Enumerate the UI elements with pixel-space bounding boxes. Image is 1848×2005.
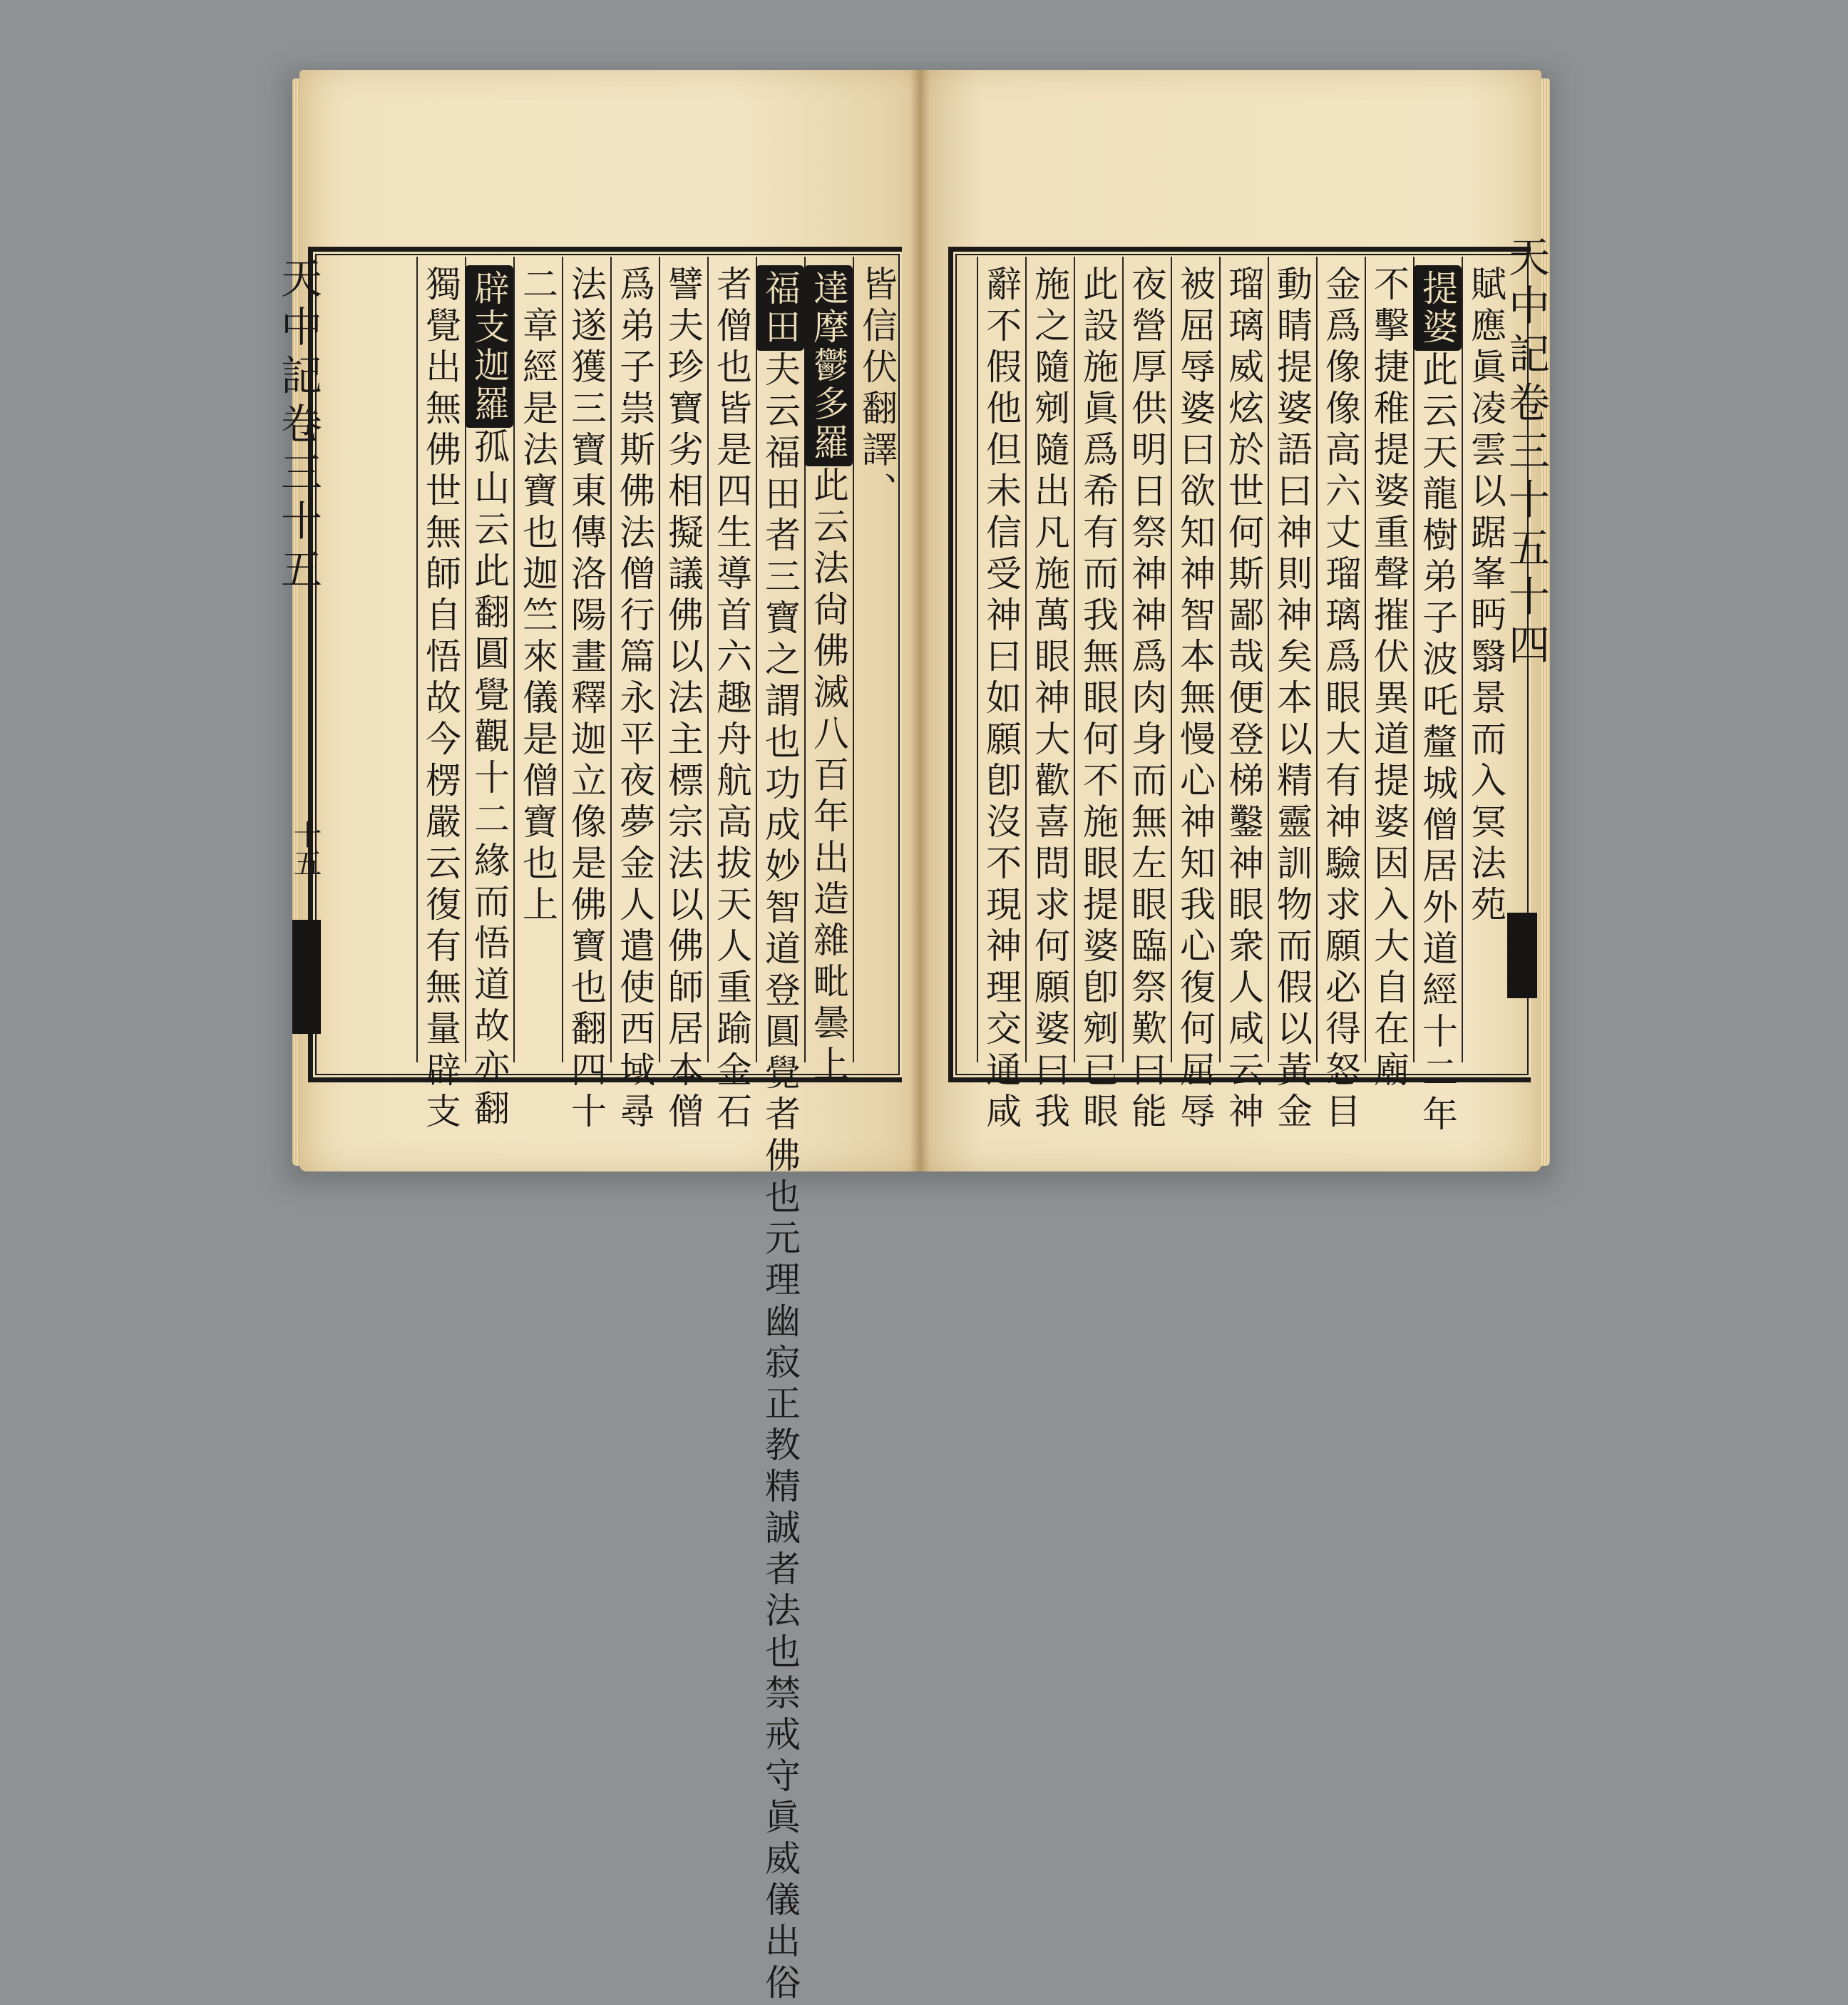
text-column: 爲弟子祟斯佛法僧行篇永平夜夢金人遣使西域尋 (610, 257, 659, 1062)
text-column: 賦應眞凌雲以踞峯眄翳景而入冥法苑 (1462, 257, 1510, 1062)
text-column: 施之隨剜隨出凡施萬眼神大歡喜問求何願婆曰我 (1025, 257, 1074, 1062)
right-margin-volume: 卷三十五 (1502, 381, 1550, 575)
text-column: 譬夫珍寶劣相擬議佛以法主標宗法以佛師居本僧 (659, 257, 707, 1062)
right-margin-title: 天中記 (1502, 235, 1550, 381)
text-column: 被屈辱婆曰欲知神智本無慢心神知我心復何屈辱 (1171, 257, 1219, 1062)
left-black-tab (292, 920, 321, 1034)
entry-heading: 提婆 (1413, 265, 1462, 351)
right-page-text (954, 257, 1510, 1137)
text-column: 夜營厚供明日祭神神爲肉身而無左眼臨祭歎曰能 (1122, 257, 1171, 1062)
text-column: 瑠璃威炫於世何斯鄙哉便登梯鑿神眼衆人咸云神 (1219, 257, 1268, 1062)
text-column: 獨覺出無佛世無師自悟故今楞嚴云復有無量辟支 (416, 257, 465, 1062)
text-column: 不擊捷稚提婆重聲摧伏異道提婆因入大自在廟 (1365, 257, 1413, 1062)
right-black-tab (1507, 913, 1537, 998)
text-column: 二章經是法寶也迦竺來儀是僧寶也上 (513, 257, 562, 1062)
text-column: 金爲像像高六丈瑠璃爲眼大有神驗求願必得怒目 (1316, 257, 1365, 1062)
left-page-text (322, 257, 901, 2005)
right-margin-folio: 十四 (1502, 575, 1550, 672)
text-column: 此設施眞爲希有而我無眼何不施眼提婆卽剜已眼 (1074, 257, 1122, 1062)
entry-heading: 辟支迦羅 (465, 265, 513, 428)
entry-heading: 達摩鬱多羅 (804, 265, 853, 466)
book-gutter (910, 70, 930, 1171)
left-margin-title: 天中記 (274, 257, 322, 402)
text-column: 者僧也皆是四生導首六趣舟航高拔天人重踰金石 (707, 257, 756, 1062)
left-folio-number: 十五 (289, 820, 322, 877)
text-column: 辟支迦羅孤山云此翻圓覺觀十二緣而悟道故亦翻 (465, 257, 513, 1062)
entry-heading: 福田 (756, 265, 804, 351)
left-margin-volume: 卷三十五 (274, 402, 322, 596)
text-column: 法遂獲三寶東傳洛陽畫釋迦立像是佛寶也翻四十 (562, 257, 610, 1062)
text-column: 福田夫云福田者三寶之謂也功成妙智道登圓覺者佛也元理幽寂正教精誠者法也禁戒守眞威儀出俗 (756, 257, 804, 1062)
text-column: 辭不假他但未信受神曰如願卽沒不現神理交通咸 (977, 257, 1025, 1062)
text-column: 皆信伏翻譯、 (853, 257, 901, 1062)
text-column: 達摩鬱多羅此云法尙佛滅八百年出造雜毗曇上 (804, 257, 853, 1062)
text-column: 動睛提婆語曰神則神矣本以精靈訓物而假以黃金 (1268, 257, 1316, 1062)
text-column: 提婆此云天龍樹弟子波吒釐城僧居外道經十二年 (1413, 257, 1462, 1062)
